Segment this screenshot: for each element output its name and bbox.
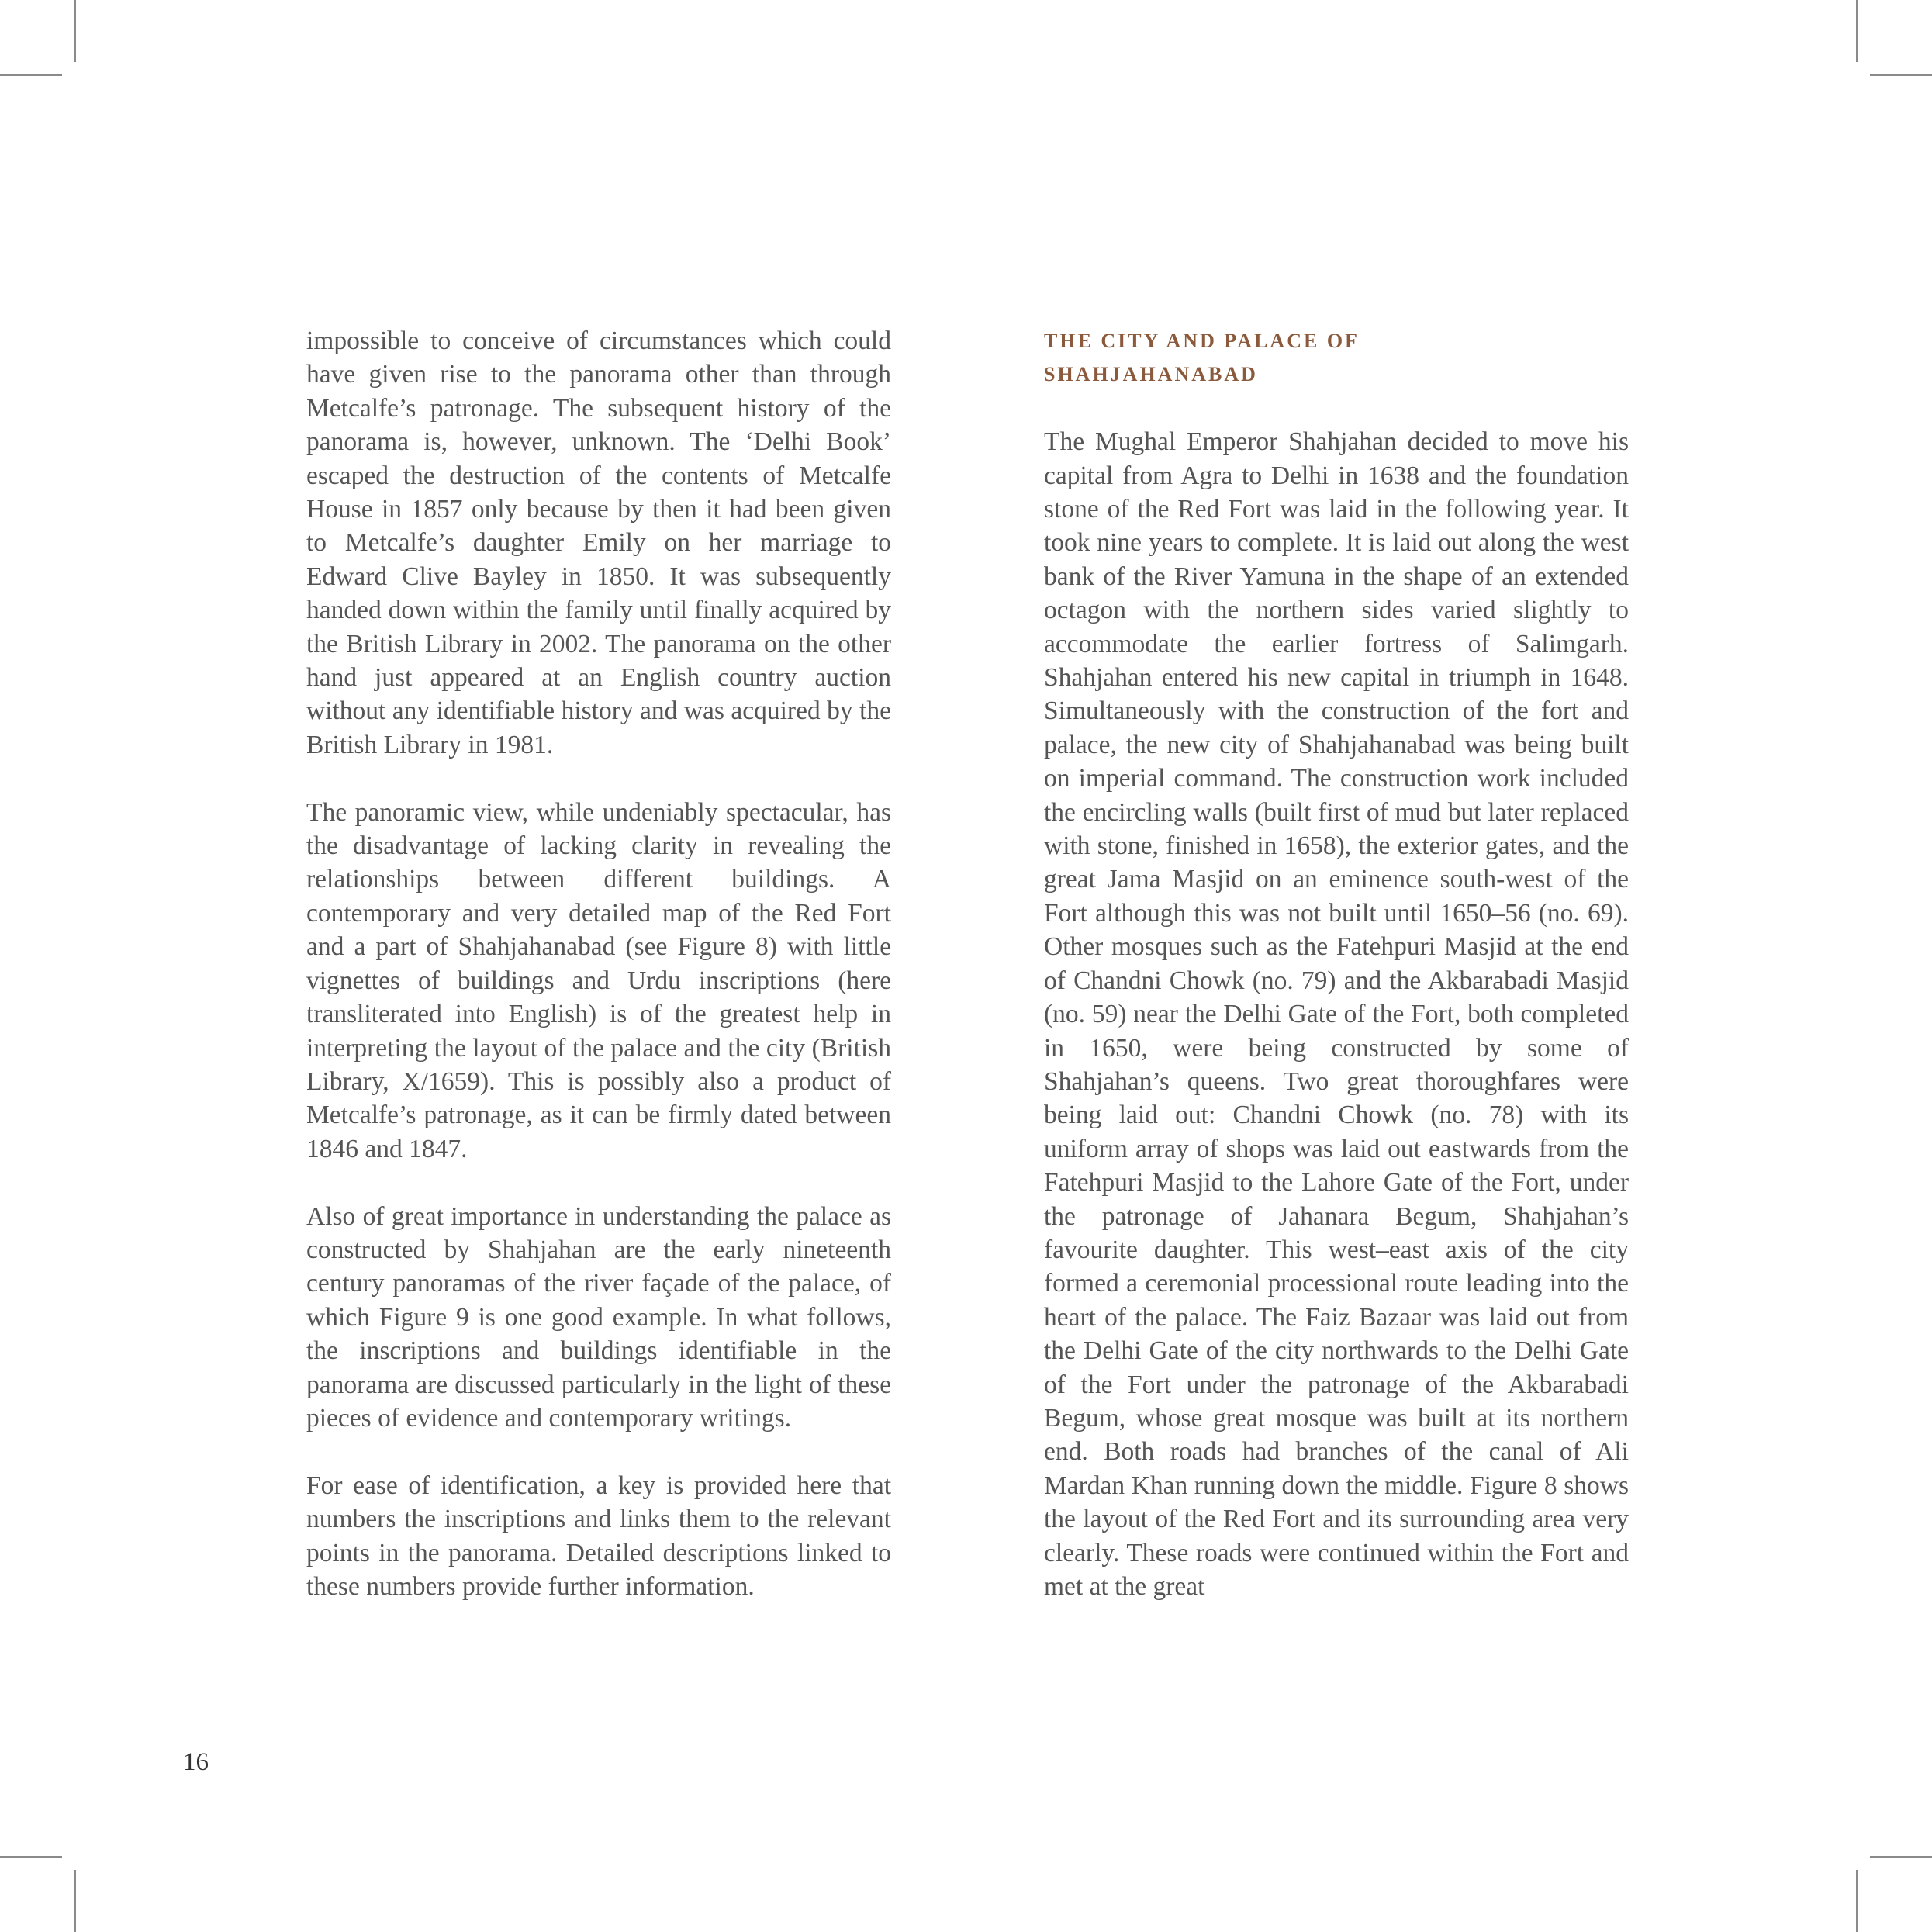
crop-mark-bottom-right-vertical	[1856, 1870, 1858, 1932]
right-paragraph-1: The Mughal Emperor Shahjahan decided to move his capital from Agra to Delhi in 1638 and the foundation stone of the Red Fort was laid in the following year. It took nine years to complete. It is laid out along the west bank of the River Yamuna in the shape of an extended octagon with the northern sides varied slightly to accommodate the earlier fortress of Salimgarh. Shahjahan entered his new capital in triumph in 1648. Simultaneously with the construction of the fort and palace, the new city of Shahjahanabad was being built on imperial command. The construction work included the encircling walls (built first of mud but later replaced with stone, finished in 1658), the exterior gates, and the great Jama Masjid on an eminence south-west of the Fort although this was not built until 1650–56 (no. 69). Other mosques such as the Fatehpuri Masjid at the end of Chandni Chowk (no. 79) and the Akbarabadi Masjid (no. 59) near the Delhi Gate of the Fort, both completed in 1650, were being constructed by some of Shahjahan’s queens. Two great thoroughfares were being laid out: Chandni Chowk (no. 78) with its uniform array of shops was laid out eastwards from the Fatehpuri Masjid to the Lahore Gate of the Fort, under the patronage of Jahanara Begum, Shahjahan’s favourite daughter. This west–east axis of the city formed a ceremonial processional route leading into the heart of the palace. The Faiz Bazaar was laid out from the Delhi Gate of the city northwards to the Delhi Gate of the Fort under the patronage of the Akbarabadi Begum, whose great mosque was built at its northern end. Both roads had branches of the canal of Ali Mardan Khan running down the middle. Figure 8 shows the layout of the Red Fort and its surrounding area very clearly. These roads were continued within the Fort and met at the great	[1044, 427, 1629, 1602]
crop-mark-top-left-vertical	[74, 0, 76, 62]
left-paragraph-3: Also of great importance in understanding the palace as constructed by Shahjahan are the early nineteenth century panoramas of the river façade of the palace, of which Figure 9 is one good example. In what follows, the inscriptions and buildings identifiable in the panorama are discussed particularly in the light of these pieces of evidence and contemporary writings.	[306, 1201, 891, 1433]
left-paragraph-2: The panoramic view, while undeniably spectacular, has the disadvantage of lacking clarity in revealing the relationships between different buildings. A contemporary and very detailed map of the Red Fort and a part of Shahjahanabad (see Figure 8) with little vignettes of buildings and Urdu inscriptions (here transliterated into English) is of the greatest help in interpreting the layout of the palace and the city (British Library, X/1659). This is possibly also a product of Metcalfe’s patronage, as it can be firmly dated between 1846 and 1847.	[306, 797, 891, 1163]
section-heading-line-2: SHAHJAHANABAD	[1044, 363, 1258, 386]
section-heading	[1044, 324, 1629, 392]
crop-mark-bottom-left-horizontal	[0, 1856, 62, 1858]
crop-mark-top-right-vertical	[1856, 0, 1858, 62]
page-number: 16	[183, 1748, 209, 1776]
crop-mark-top-right-horizontal	[1870, 74, 1932, 76]
left-text-column	[306, 324, 891, 1637]
crop-mark-top-left-horizontal	[0, 74, 62, 76]
section-heading-line-1: THE CITY AND PALACE OF	[1044, 330, 1360, 352]
left-paragraph-1: impossible to conceive of circumstances which could have given rise to the panorama other than through Metcalfe’s patronage. The subsequent history of the panorama is, however, unknown. The ‘Delhi Book’ escaped the destruction of the contents of Metcalfe House in 1857 only because by then it had been given to Metcalfe’s daughter Emily on her marriage to Edward Clive Bayley in 1850. It was subsequently handed down within the family until finally acquired by the British Library in 2002. The panorama on the other hand just appeared at an English country auction without any identifiable history and was acquired by the British Library in 1981.	[306, 327, 891, 759]
right-text-column	[1044, 324, 1629, 1637]
crop-mark-bottom-left-vertical	[74, 1870, 76, 1932]
crop-mark-bottom-right-horizontal	[1870, 1856, 1932, 1858]
left-paragraph-4: For ease of identification, a key is provided here that numbers the inscriptions and links them to the relevant points in the panorama. Detailed descriptions linked to these numbers provide further information.	[306, 1471, 891, 1601]
